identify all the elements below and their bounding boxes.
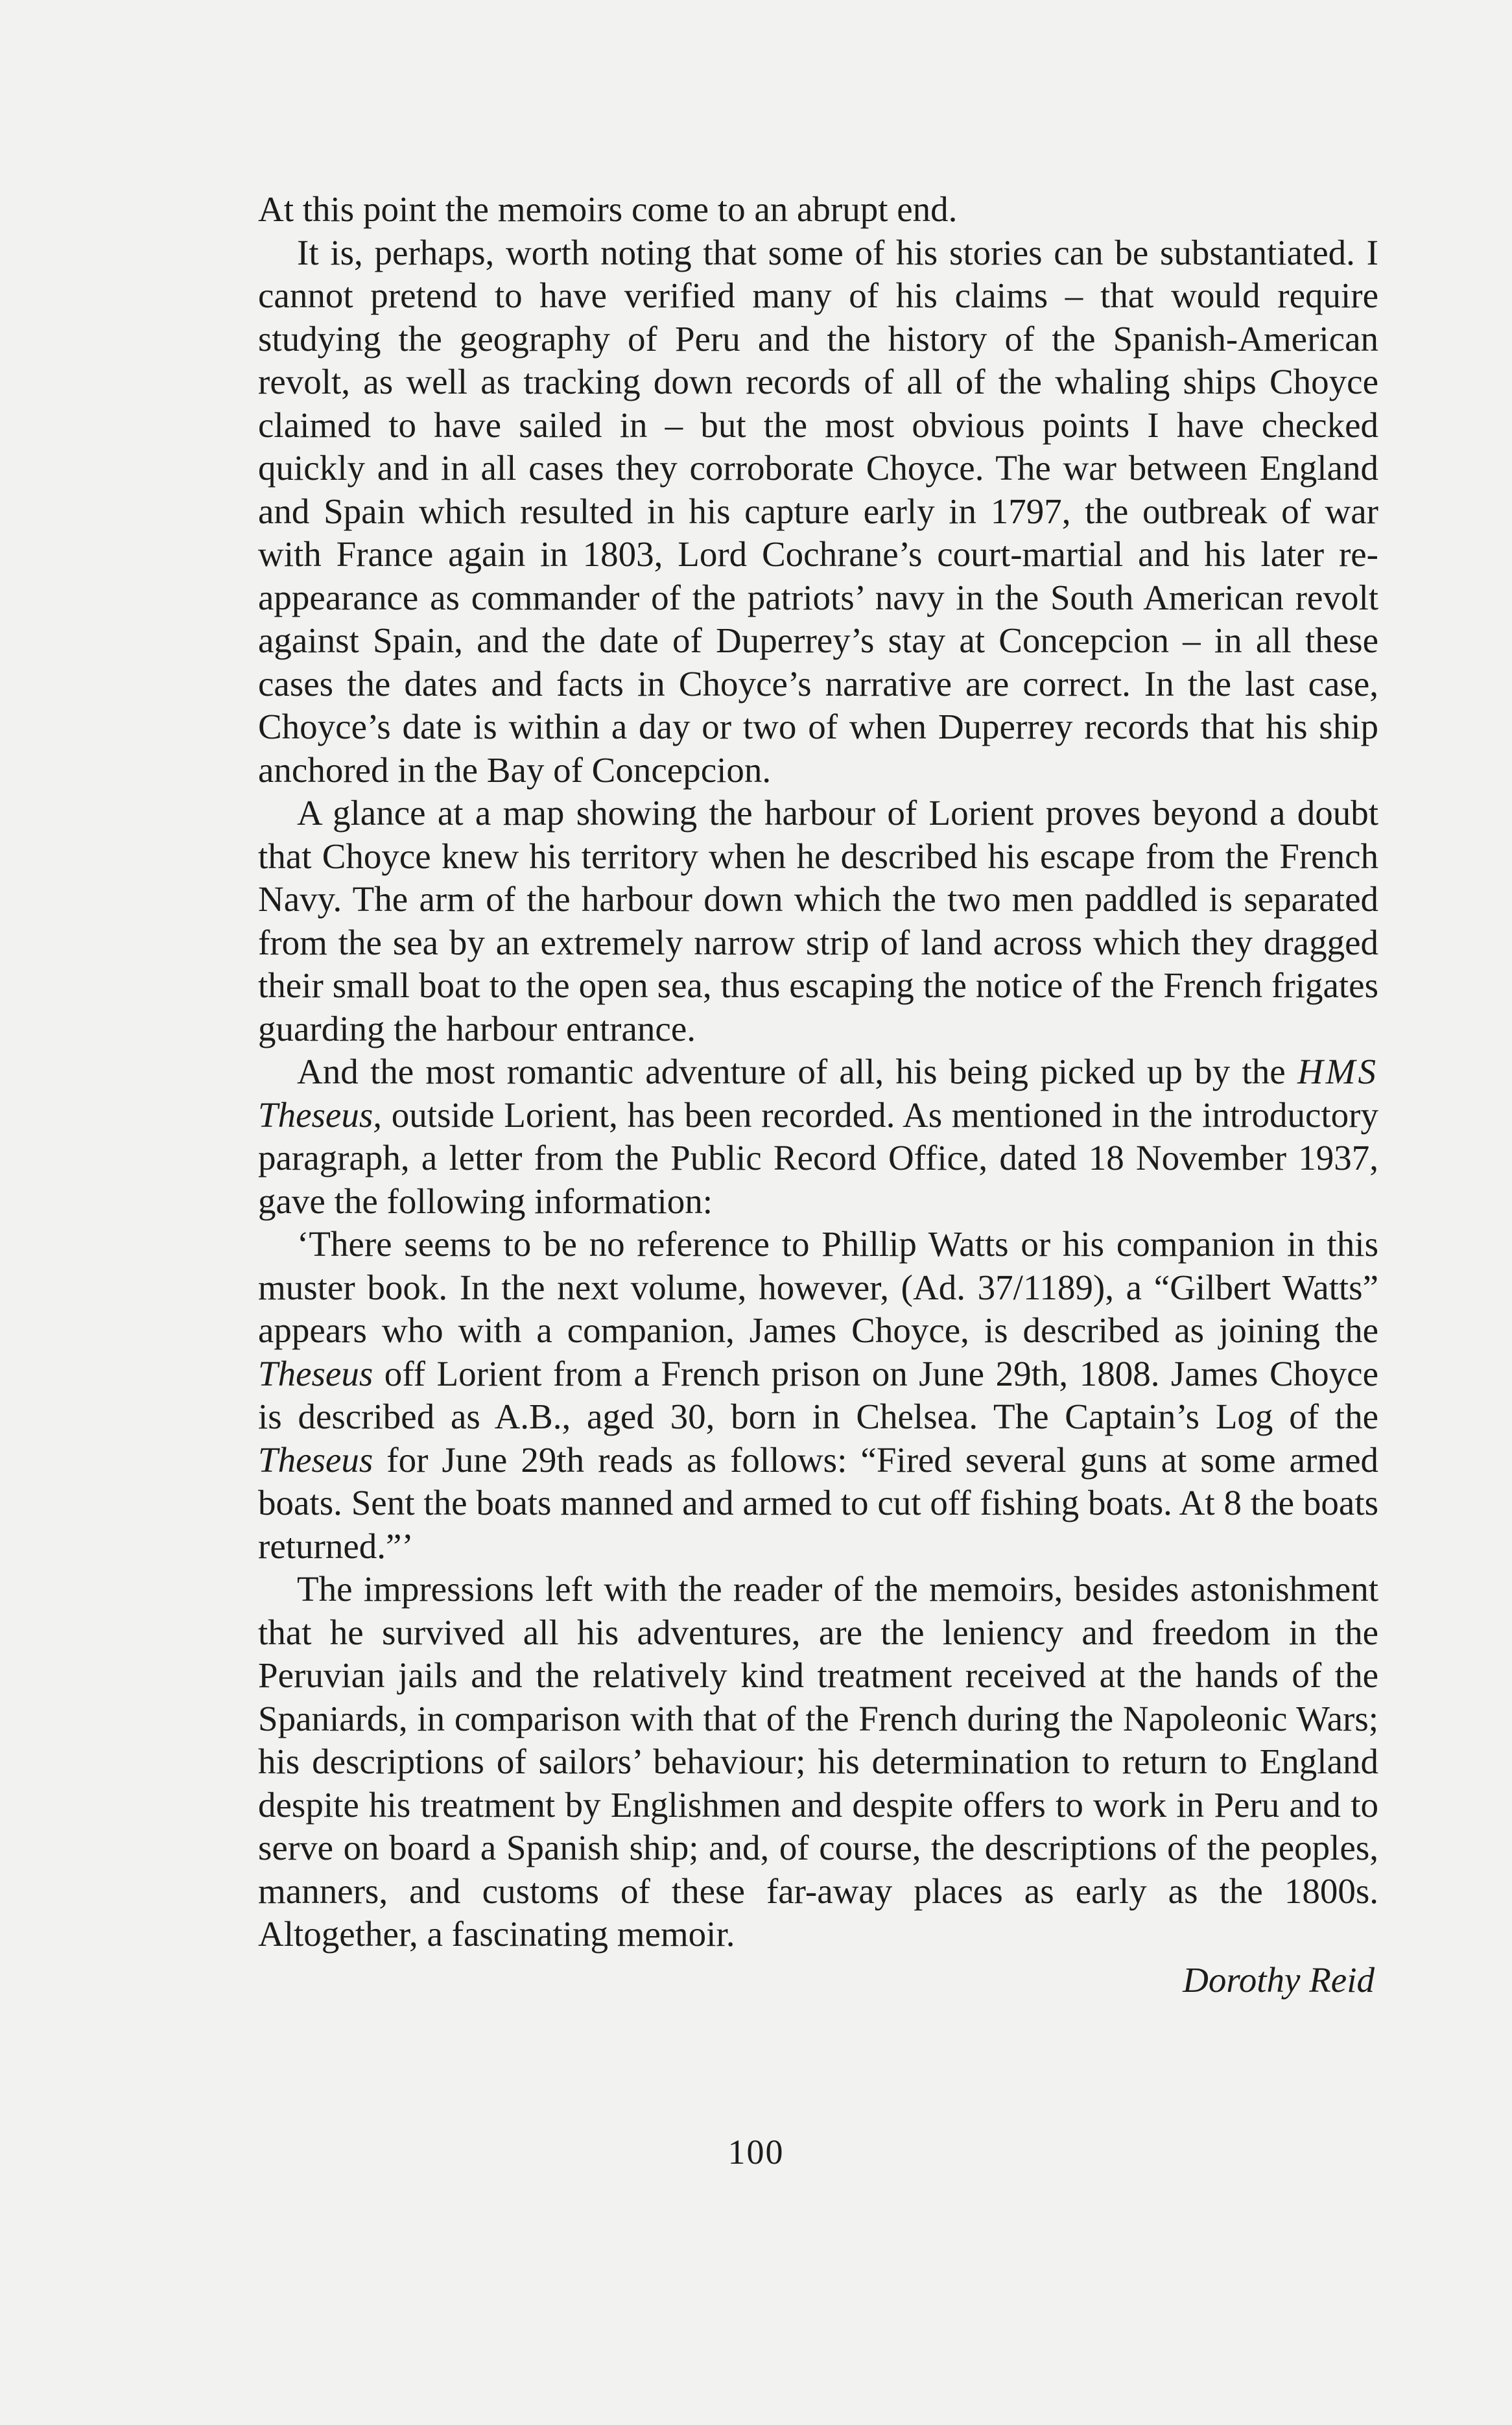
ship-name: Theseus <box>258 1353 373 1393</box>
text-span: for June 29th reads as follows: “Fired several guns at some armed boats. Sent the boats manned and armed to cut off fishing boats. At 8 the boats returned.”’ <box>258 1439 1378 1566</box>
paragraph-romantic-adventure <box>258 1050 1378 1223</box>
text-span: ‘There seems to be no reference to Phillip Watts or his companion in this muster book. In the next volume, however, (Ad. 37/1189), a “Gilbert Watts” appears who with a companion, James Choyce, is described as joining the <box>258 1224 1378 1350</box>
paragraph-lorient-harbour: A glance at a map showing the harbour of Lorient proves beyond a doubt that Choyce knew his territory when he described his escape from the French Navy. The arm of the harbour down which the two men paddled is separated from the sea by an extremely narrow strip of land across which they dragged their small boat to the open sea, thus escaping the notice of the French frigates guarding the harbour entrance. <box>258 793 1378 1048</box>
paragraph-impressions: The impressions left with the reader of the memoirs, besides astonishment that he survived all his adventures, are the leniency and freedom in the Peruvian jails and the relatively kind treatment received at the hands of the Spaniards, in comparison with that of the French during the Napoleonic Wars; his descriptions of sailors’ behaviour; his determination to return to England despite his treatment by Englishmen and despite offers to work in Peru and to serve on board a Spanish ship; and, of course, the descriptions of the peoples, manners, and customs of these far-away places as early as the 1800s. Altogether, a fascinating memoir. <box>258 1569 1378 1954</box>
page-number: 100 <box>727 2133 785 2171</box>
ship-name: Theseus, <box>258 1094 382 1135</box>
ship-prefix: HMS <box>1297 1052 1378 1091</box>
author-signature: Dorothy Reid <box>1183 1959 1375 2000</box>
text-span: outside Lorient, has been recorded. As mentioned in the introductory paragraph, a letter from the Public Record Office, dated 18 November 1937, gave the following information: <box>258 1094 1378 1221</box>
paragraph-record-office-quote <box>258 1223 1378 1568</box>
text-span: And the most romantic adventure of all, his being picked up by the <box>297 1052 1297 1091</box>
ship-name: Theseus <box>258 1439 373 1480</box>
paragraph-abrupt-end: At this point the memoirs come to an abrupt end. <box>258 189 958 229</box>
body-text <box>258 188 1378 2002</box>
paragraph-substantiated: It is, perhaps, worth noting that some of his stories can be substantiated. I cannot pretend to have verified many of his claims – that would require studying the geography of Peru and the history of the Spanish-American revolt, as well as tracking down records of all of the whaling ships Choyce claimed to have sailed in – but the most obvious points I have checked quickly and in all cases they corroborate Choyce. The war between England and Spain which resulted in his capture early in 1797, the outbreak of war with France again in 1803, Lord Cochrane’s court-martial and his later re-appearance as commander of the patriots’ navy in the South American revolt against Spain, and the date of Duperrey’s stay at Concepcion – in all these cases the dates and facts in Choyce’s narrative are correct. In the last case, Choyce’s date is within a day or two of when Duperrey records that his ship anchored in the Bay of Concepcion. <box>258 232 1378 790</box>
text-span: off Lorient from a French prison on June 29th, 1808. James Choyce is described as A.B., aged 30, born in Chelsea. The Captain’s Log of the <box>258 1353 1378 1436</box>
